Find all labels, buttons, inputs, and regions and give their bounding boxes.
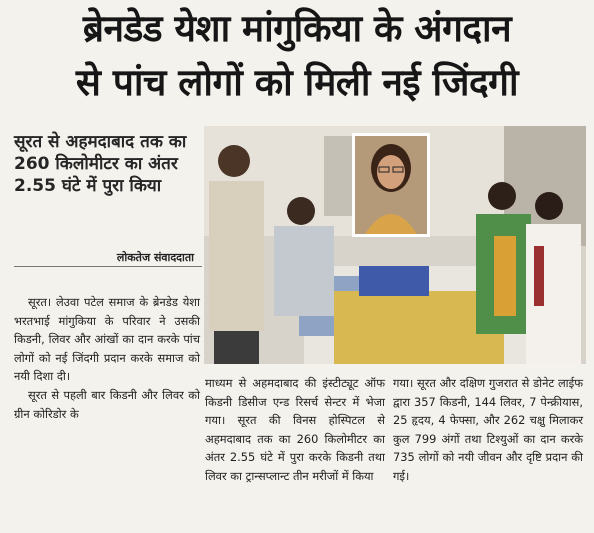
headline-line-2: से पांच लोगों को मिली नई जिंदगी [75, 61, 519, 104]
donor-portrait [352, 133, 430, 237]
article-paragraph: माध्यम से अहमदाबाद की इंस्टीट्यूट ऑफ किडनी डिसीज एन्ड रिसर्च सेन्टर में भेजा गया। सूरत की विनस होस्पिटल से अहमदाबाद तक का 260 किलोमीटर का अंतर 2.55 घंटे में पुरा करके किडनी तथा लिवर का ट्रान्सप्लान्ट तीन मरीजों में किया [205, 376, 385, 483]
article-paragraph: सूरत। लेउवा पटेल समाज के ब्रेनडेड येशा भरतभाई मांगुकिया के परिवार ने उसकी किडनी, लिवर और आंखों का दान करके पांच लोगों को नई जिंदगी प्रदान करके समाज को नयी दिशा दी। [14, 295, 200, 384]
byline-divider [14, 266, 202, 267]
headline [0, 2, 594, 110]
article-paragraph: गया। सूरत और दक्षिण गुजरात से डोनेट लाईफ द्वारा 357 किडनी, 144 लिवर, 7 पेन्क्रीयास, 25 हृदय, 4 फेफ्सा, और 262 चक्षु मिलाकर कुल 799 अंगों तथा टिश्युओं का दान करके 735 लोगों को नयी जीवन और दृष्टि प्रदान की गई। [393, 376, 583, 483]
headline-line-1: ब्रेनडेड येशा मांगुकिया के अंगदान [82, 7, 512, 50]
article-column-3 [393, 374, 583, 486]
article-column-2 [205, 374, 385, 486]
portrait-illustration [355, 136, 427, 234]
subheadline: सूरत से अहमदाबाद तक का 260 किलोमीटर का अंतर 2.55 घंटे में पुरा किया [14, 132, 187, 196]
article-paragraph: सूरत से पहली बार किडनी और लिवर को ग्रीन कोरिडोर के [14, 387, 200, 421]
article-column-1 [14, 293, 200, 423]
byline: लोकतेज संवाददाता [116, 251, 194, 264]
